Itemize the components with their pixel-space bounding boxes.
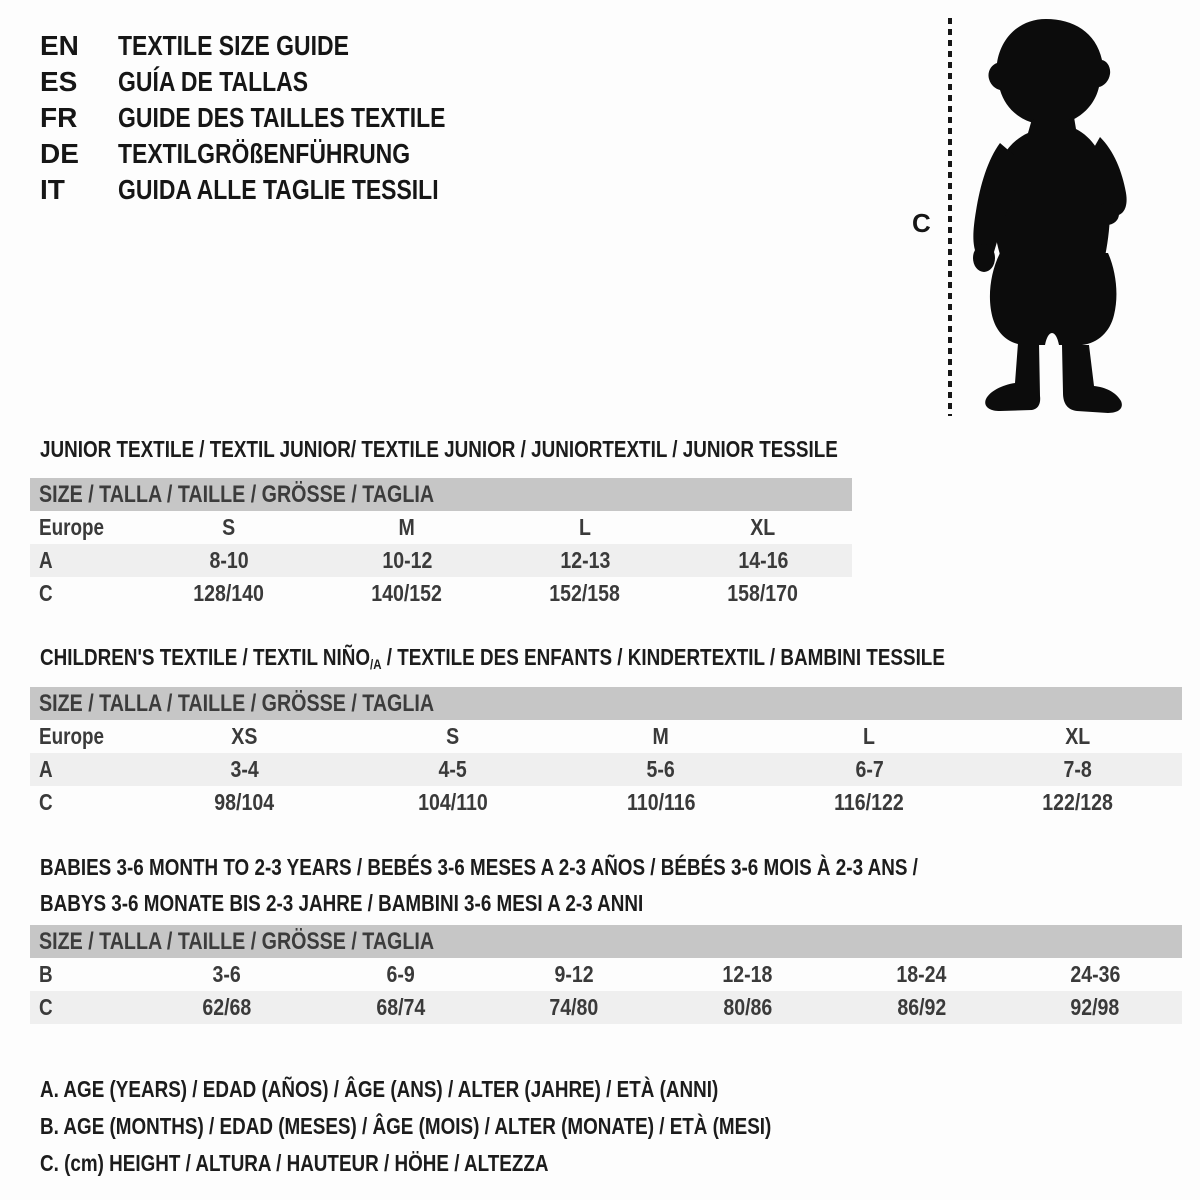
- size-cell: 12-18: [722, 961, 773, 987]
- measure-legend: [40, 1071, 932, 1182]
- toddler-silhouette-icon: [958, 14, 1142, 418]
- size-cell: 9-12: [554, 961, 594, 987]
- size-cell: 122/128: [1042, 789, 1114, 815]
- babies-size-table: [30, 925, 1182, 1024]
- height-dashed-line: [948, 18, 952, 416]
- legend-line-c: C. (cm) HEIGHT / ALTURA / HAUTEUR / HÖHE / ALTEZZA: [40, 1150, 549, 1176]
- language-title: GUIDA ALLE TAGLIE TESSILI: [118, 174, 439, 205]
- height-measure-label: C: [912, 208, 931, 238]
- size-cell: 62/68: [202, 994, 252, 1020]
- table-row: [30, 720, 1182, 753]
- language-row: [40, 136, 517, 172]
- row-label-cell: A: [39, 756, 53, 782]
- language-title: TEXTILGRÖßENFÜHRUNG: [118, 138, 411, 169]
- legend-line-a: A. AGE (YEARS) / EDAD (AÑOS) / ÂGE (ANS) / ALTER (JAHRE) / ETÀ (ANNI): [40, 1076, 719, 1102]
- row-label-cell: Europe: [39, 514, 104, 540]
- size-cell: 3-4: [230, 756, 259, 782]
- size-cell: XL: [1065, 723, 1091, 749]
- size-cell: 8-10: [209, 547, 249, 573]
- language-code: EN: [40, 30, 79, 61]
- language-code: DE: [40, 138, 79, 169]
- junior-section-title: JUNIOR TEXTILE / TEXTIL JUNIOR/ TEXTILE JUNIOR / JUNIORTEXTIL / JUNIOR TESSILE: [40, 436, 838, 462]
- table-row: [30, 991, 1182, 1024]
- size-cell: S: [222, 514, 236, 540]
- size-cell: L: [579, 514, 591, 540]
- table-row: [30, 544, 852, 577]
- language-row: [40, 64, 517, 100]
- children-section-title: CHILDREN'S TEXTILE / TEXTIL $NIÑO_{/A}$ / TEXTILE DES ENFANTS / KINDERTEXTIL / BAMBINI TESSILE: [40, 644, 945, 672]
- row-label-cell: Europe: [39, 723, 104, 749]
- junior-size-table: [30, 478, 852, 610]
- language-row: [40, 172, 517, 208]
- size-cell: L: [863, 723, 876, 749]
- size-cell: XL: [750, 514, 776, 540]
- table-row: [30, 786, 1182, 819]
- size-cell: 68/74: [376, 994, 425, 1020]
- title-subscript: /A: [370, 656, 382, 672]
- size-cell: 98/104: [214, 789, 275, 815]
- size-cell: 6-7: [855, 756, 884, 782]
- size-cell: M: [652, 723, 670, 749]
- size-cell: 4-5: [438, 756, 467, 782]
- size-cell: 110/116: [626, 789, 696, 815]
- language-row: [40, 28, 517, 64]
- table-row: [30, 577, 852, 610]
- size-cell: 14-16: [737, 547, 788, 573]
- language-code: FR: [40, 102, 78, 133]
- size-cell: 86/92: [897, 994, 946, 1020]
- language-row: [40, 100, 517, 136]
- children-size-table: [30, 687, 1182, 819]
- language-code: ES: [40, 66, 78, 97]
- legend-line-b: B. AGE (MONTHS) / EDAD (MESES) / ÂGE (MOIS) / ALTER (MONATE) / ETÀ (MESI): [40, 1113, 772, 1139]
- row-label-cell: C: [39, 994, 53, 1020]
- size-cell: 128/140: [193, 580, 265, 606]
- size-cell: M: [398, 514, 416, 540]
- size-cell: 6-9: [386, 961, 415, 987]
- row-label-cell: B: [39, 961, 53, 987]
- size-cell: 92/98: [1070, 994, 1120, 1020]
- size-cell: 12-13: [559, 547, 610, 573]
- size-cell: 18-24: [896, 961, 947, 987]
- size-cell: S: [446, 723, 460, 749]
- size-cell: 3-6: [212, 961, 241, 987]
- size-cell: 24-36: [1070, 961, 1121, 987]
- size-header-bar: SIZE / TALLA / TAILLE / GRÖSSE / TAGLIA: [30, 687, 1182, 720]
- size-cell: 116/122: [834, 789, 905, 815]
- table-row: [30, 511, 852, 544]
- table-row: [30, 958, 1182, 991]
- size-cell: 152/158: [549, 580, 621, 606]
- language-code: IT: [40, 174, 65, 205]
- size-cell: 10-12: [381, 547, 432, 573]
- size-cell: 140/152: [371, 580, 443, 606]
- size-cell: 74/80: [549, 994, 599, 1020]
- language-title-list: [40, 28, 517, 208]
- language-title: TEXTILE SIZE GUIDE: [118, 30, 349, 61]
- size-header-bar: SIZE / TALLA / TAILLE / GRÖSSE / TAGLIA: [30, 925, 1182, 958]
- size-cell: 5-6: [646, 756, 676, 782]
- size-cell: 7-8: [1063, 756, 1092, 782]
- size-header-bar: SIZE / TALLA / TAILLE / GRÖSSE / TAGLIA: [30, 478, 852, 511]
- babies-section-title: BABIES 3-6 MONTH TO 2-3 YEARS / BEBÉS 3-6 MESES A 2-3 AÑOS / BÉBÉS 3-6 MOIS À 2-3 ANS / BABYS 3-6 MONATE BIS 2-3 JAHRE / BAMBINI 3-6 MESI A 2-3 ANNI: [40, 854, 918, 916]
- size-cell: XS: [231, 723, 258, 749]
- row-label-cell: C: [39, 580, 53, 606]
- row-label-cell: A: [39, 547, 53, 573]
- language-title: GUÍA DE TALLAS: [118, 66, 309, 97]
- size-cell: 158/170: [727, 580, 799, 606]
- size-cell: 104/110: [417, 789, 488, 815]
- table-row: [30, 753, 1182, 786]
- size-cell: 80/86: [723, 994, 773, 1020]
- row-label-cell: C: [39, 789, 53, 815]
- language-title: GUIDE DES TAILLES TEXTILE: [118, 102, 446, 133]
